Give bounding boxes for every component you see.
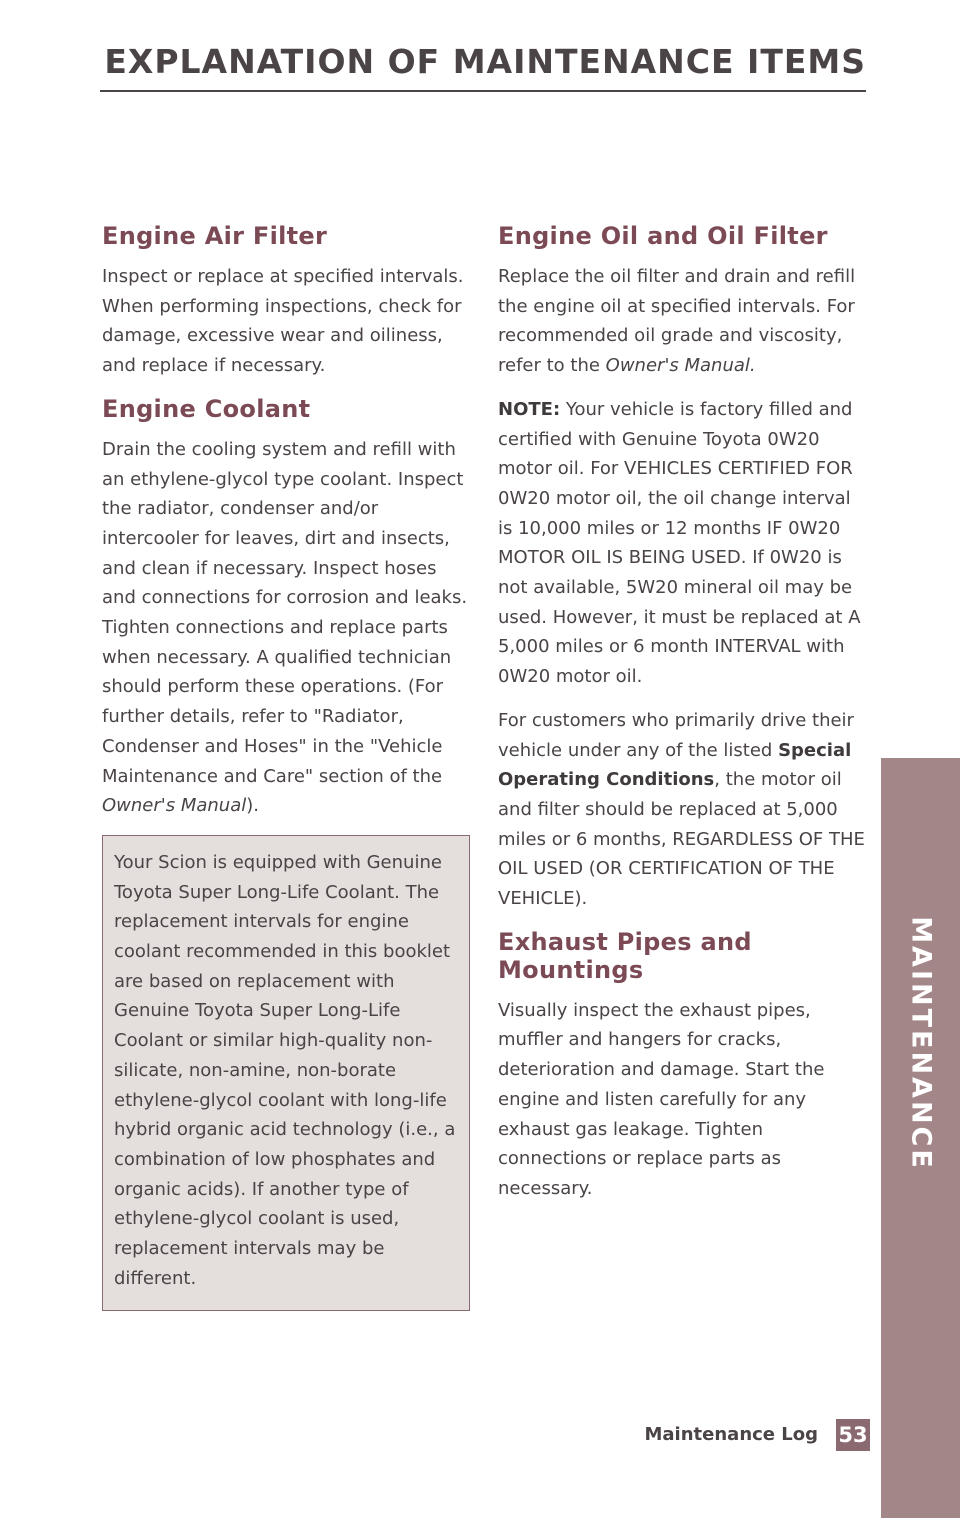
manual-reference: Owner's Manual <box>102 795 247 817</box>
section-body <box>498 262 870 381</box>
special-conditions-paragraph <box>498 706 870 914</box>
section-body <box>102 435 470 821</box>
section-exhaust <box>498 928 870 1204</box>
body-text-end: ). <box>246 795 259 817</box>
page-title: EXPLANATION OF MAINTENANCE ITEMS <box>104 42 866 81</box>
side-tab-maintenance <box>881 758 960 1518</box>
note-label: NOTE: <box>498 398 561 420</box>
oil-note <box>498 395 870 692</box>
note-text: Your vehicle is factory filled and certified with Genuine Toyota 0W20 motor oil. For VEHICLES CERTIFIED FOR 0W20 motor oil, the oil change interval is 10,000 miles or 12 months IF 0W20 MOTOR OIL IS BEING USED. If 0W20 is not available, 5W20 mineral oil may be used. However, it must be replaced at A 5,000 miles or 6 month INTERVAL with 0W20 motor oil. <box>498 398 861 688</box>
section-engine-coolant <box>102 395 470 821</box>
special-end: , the motor oil and filter should be replaced at 5,000 miles or 6 months, REGARDLESS OF THE OIL USED (OR CERTIFICATION OF THE VEHICLE). <box>498 769 865 910</box>
note-box-text: Your Scion is equipped with Genuine Toyota Super Long-Life Coolant. The replacement intervals for engine coolant recommended in this booklet are based on replacement with Genuine Toyota Super Long-Life Coolant or similar high-quality non-silicate, non-amine, non-borate ethylene-glycol coolant with long-life hybrid organic acid technology (i.e., a combination of low phosphates and organic acids). If another type of ethylene-glycol coolant is used, replacement intervals may be different. <box>114 851 456 1289</box>
section-body: Visually inspect the exhaust pipes, muffler and hangers for cracks, deterioration and damage. Start the engine and listen carefully for any exhaust gas leakage. Tighten connections or replace parts as necessary. <box>498 999 825 1199</box>
special-intro: For customers who primarily drive their vehicle under any of the listed <box>498 709 854 761</box>
left-column <box>102 222 470 1311</box>
section-heading: Engine Coolant <box>102 394 311 423</box>
section-heading: Exhaust Pipes and Mountings <box>498 927 752 984</box>
page-number: 53 <box>836 1419 870 1451</box>
section-heading: Engine Oil and Oil Filter <box>498 222 828 250</box>
side-tab-label: MAINTENANCE <box>905 916 936 1171</box>
special-conditions-term: Special Operating Conditions <box>498 739 852 791</box>
coolant-note-box <box>102 835 470 1311</box>
body-text: Replace the oil filter and drain and refill the engine oil at specified intervals. For recommended oil grade and viscosity, refer to the <box>498 266 856 377</box>
section-body: Inspect or replace at specified intervals. When performing inspections, check for damage, excessive wear and oiliness, and replace if necessary. <box>102 266 464 377</box>
manual-reference: Owner's Manual. <box>605 355 756 377</box>
body-text: Drain the cooling system and refill with an ethylene-glycol type coolant. Inspect the radiator, condenser and/or intercooler for leaves, dirt and insects, and clean if necessary. Inspect hoses and connections for corrosion and leaks. Tighten connections and replace parts when necessary. A qualified technician should perform these operations. (For further details, refer to "Radiator, Condenser and Hoses" in the "Vehicle Maintenance and Care" section of the <box>102 438 468 787</box>
page-header <box>100 38 866 92</box>
section-engine-air-filter <box>102 222 470 381</box>
section-heading: Engine Air Filter <box>102 222 328 250</box>
right-column <box>498 222 870 1218</box>
section-engine-oil <box>498 222 870 914</box>
footer-label: Maintenance Log <box>644 1424 818 1445</box>
